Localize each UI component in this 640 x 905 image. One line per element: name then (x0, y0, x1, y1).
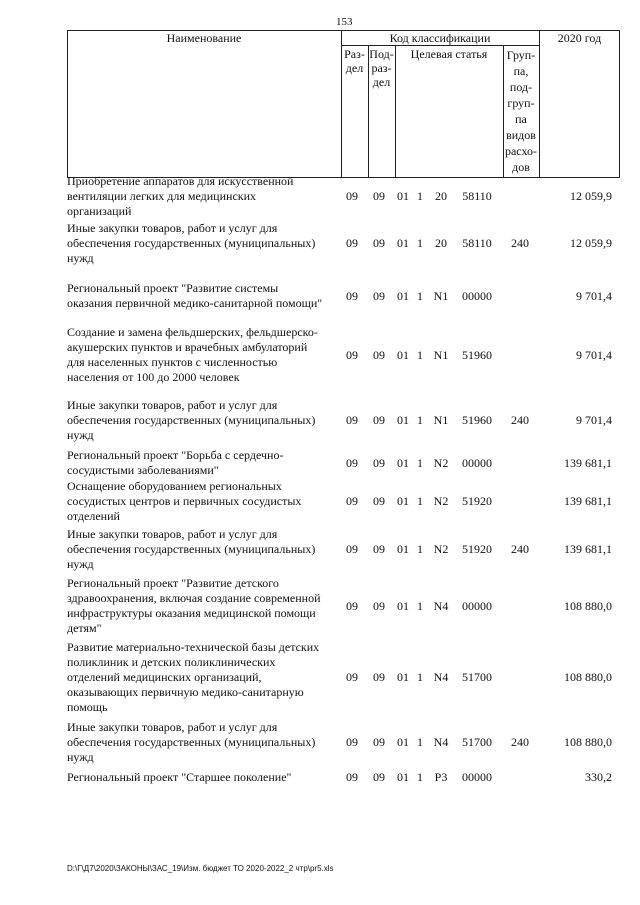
header-border-left (67, 30, 68, 178)
cell-name-line: населения от 100 до 2000 человек (67, 370, 240, 384)
cell-target-subprogram: 1 (417, 770, 423, 784)
cell-name-line: детям" (67, 621, 102, 635)
cell-name (67, 576, 344, 636)
cell-target-subprogram: 1 (417, 189, 423, 203)
cell-amount: 108 880,0 (564, 735, 612, 749)
cell-name-line: Приобретение аппаратов для искусственной (67, 174, 294, 188)
cell-name-line: Региональный проект "Борьба с сердечно- (67, 448, 284, 462)
cell-name-line: обеспечения государственных (муниципальных) (67, 735, 316, 749)
cell-target-program: 01 (397, 542, 409, 556)
cell-group: 240 (511, 413, 529, 427)
cell-subsection: 09 (373, 735, 385, 749)
cell-target-subprogram: 1 (417, 347, 423, 362)
cell-name-line: организаций (67, 204, 132, 218)
cell-name (67, 221, 344, 266)
table-row (67, 640, 620, 715)
cell-name (67, 174, 344, 219)
cell-target-code: 00000 (462, 770, 492, 784)
cell-amount: 9 701,4 (576, 288, 612, 303)
cell-section: 09 (346, 288, 358, 303)
table-row (67, 527, 620, 572)
cell-name-line: Иные закупки товаров, работ и услуг для (67, 398, 278, 412)
table-row (67, 281, 620, 311)
cell-amount: 139 681,1 (564, 542, 612, 556)
cell-target-program: 01 (397, 735, 409, 749)
cell-target-program: 01 (397, 288, 409, 303)
cell-amount: 108 880,0 (564, 598, 612, 613)
cell-name (67, 448, 344, 478)
cell-name-line: нужд (67, 428, 94, 442)
cell-target-program: 01 (397, 494, 409, 508)
cell-name-line: сосудистых центров и первичных сосудистых (67, 494, 302, 508)
cell-target-code: 51700 (462, 735, 492, 749)
cell-section: 09 (346, 598, 358, 613)
table-row (67, 770, 620, 785)
cell-target-program: 01 (397, 236, 409, 250)
cell-subsection: 09 (373, 770, 385, 784)
cell-name-line: для населенных пунктов с численностью (67, 355, 278, 369)
cell-target-direction: N1 (433, 288, 449, 303)
cell-name-line: помощь (67, 700, 108, 714)
cell-target-program: 01 (397, 413, 409, 427)
cell-name-line: Оснащение оборудованием региональных (67, 479, 282, 493)
cell-target-code: 51960 (462, 347, 492, 362)
table-row (67, 448, 620, 478)
cell-name-line: отделений (67, 509, 120, 523)
table-row (67, 479, 620, 524)
column-header-group-line: видов (506, 128, 536, 142)
cell-name-line: Иные закупки товаров, работ и услуг для (67, 527, 278, 541)
header-divider-year (539, 30, 540, 178)
cell-target-code: 58110 (462, 189, 492, 203)
cell-amount: 139 681,1 (564, 494, 612, 508)
cell-name-line: сосудистыми заболеваниями" (67, 463, 219, 477)
cell-target-program: 01 (397, 455, 409, 470)
table-row (67, 576, 620, 636)
column-header-section-line: Раз- (344, 47, 365, 61)
cell-target-code: 51700 (462, 670, 492, 684)
cell-name (67, 398, 344, 443)
cell-target-code: 51960 (462, 413, 492, 427)
cell-subsection: 09 (373, 670, 385, 684)
column-header-group-line: под- (509, 80, 533, 94)
footer-file-path: D:\Г\Д7\2020\ЗАКОНЫ\ЗАС_19\Изм. бюджет ТО 2020-2022_2 чтр\pr5.xls (67, 864, 334, 873)
cell-target-program: 01 (397, 347, 409, 362)
cell-target-code: 51920 (462, 494, 492, 508)
column-header-group-line: па, (513, 64, 529, 78)
cell-target-program: 01 (397, 189, 409, 203)
cell-name-line: оказания первичной медико-санитарной помощи" (67, 296, 323, 310)
cell-name-line: оказывающих первичную медико-санитарную (67, 685, 304, 699)
cell-target-subprogram: 1 (417, 413, 423, 427)
header-divider-code (341, 45, 539, 46)
cell-name (67, 325, 344, 385)
cell-section: 09 (346, 413, 358, 427)
cell-target-direction: 20 (435, 236, 447, 250)
cell-subsection: 09 (373, 189, 385, 203)
cell-target-code: 00000 (462, 288, 492, 303)
column-header-section-line: дел (345, 61, 364, 75)
column-header-name: Наименование (166, 31, 242, 45)
cell-section: 09 (346, 735, 358, 749)
cell-group: 240 (511, 542, 529, 556)
column-header-subsection (368, 47, 395, 89)
cell-subsection: 09 (373, 455, 385, 470)
column-header-group-line: Груп- (506, 48, 536, 62)
cell-name-line: здравоохранения, включая создание современной (67, 591, 321, 605)
column-header-target: Целевая статья (410, 47, 488, 61)
cell-target-direction: N4 (433, 598, 449, 613)
header-divider-subsection (395, 45, 396, 178)
cell-target-direction: N4 (433, 670, 449, 684)
cell-name-line: отделений медицинских организаций, (67, 670, 262, 684)
cell-group: 240 (511, 735, 529, 749)
cell-target-program: 01 (397, 670, 409, 684)
cell-subsection: 09 (373, 598, 385, 613)
cell-name-line: Иные закупки товаров, работ и услуг для (67, 221, 278, 235)
column-header-section (341, 47, 368, 75)
cell-name (67, 770, 344, 785)
cell-name-line: нужд (67, 750, 94, 764)
cell-amount: 330,2 (585, 770, 612, 784)
cell-target-code: 00000 (462, 455, 492, 470)
cell-amount: 9 701,4 (576, 347, 612, 362)
cell-section: 09 (346, 455, 358, 470)
cell-subsection: 09 (373, 347, 385, 362)
cell-target-direction: N1 (433, 347, 449, 362)
cell-section: 09 (346, 189, 358, 203)
cell-name-line: нужд (67, 557, 94, 571)
cell-amount: 12 059,9 (570, 189, 612, 203)
cell-section: 09 (346, 494, 358, 508)
cell-name (67, 640, 344, 715)
cell-name-line: Иные закупки товаров, работ и услуг для (67, 720, 278, 734)
column-header-group-line: дов (512, 160, 530, 174)
cell-target-subprogram: 1 (417, 542, 423, 556)
column-header-code: Код классификации (389, 31, 491, 45)
cell-target-subprogram: 1 (417, 735, 423, 749)
cell-name (67, 281, 344, 311)
cell-target-direction: N2 (433, 542, 449, 556)
cell-target-subprogram: 1 (417, 494, 423, 508)
cell-subsection: 09 (373, 542, 385, 556)
cell-name-line: обеспечения государственных (муниципальных) (67, 236, 316, 250)
column-header-group-line: расхо- (504, 144, 538, 158)
cell-subsection: 09 (373, 236, 385, 250)
column-header-subsection-line: раз- (371, 61, 392, 75)
cell-section: 09 (346, 670, 358, 684)
column-header-subsection-line: Под- (369, 47, 394, 61)
cell-name-line: обеспечения государственных (муниципальных) (67, 542, 316, 556)
cell-target-subprogram: 1 (417, 670, 423, 684)
cell-target-subprogram: 1 (417, 288, 423, 303)
cell-section: 09 (346, 770, 358, 784)
column-header-subsection-line: дел (372, 75, 391, 89)
cell-target-direction: 20 (435, 189, 447, 203)
table-row (67, 221, 620, 266)
cell-name-line: Создание и замена фельдшерских, фельдшерско- (67, 325, 318, 339)
cell-name (67, 479, 344, 524)
cell-name-line: акушерских пунктов и врачебных амбулаторий (67, 340, 308, 354)
cell-section: 09 (346, 542, 358, 556)
cell-target-program: 01 (397, 598, 409, 613)
cell-target-subprogram: 1 (417, 598, 423, 613)
cell-name-line: вентиляции легких для медицинских (67, 189, 257, 203)
column-header-group (503, 47, 539, 175)
table-row (67, 398, 620, 443)
cell-subsection: 09 (373, 413, 385, 427)
cell-target-code: 58110 (462, 236, 492, 250)
cell-name-line: нужд (67, 251, 94, 265)
cell-target-subprogram: 1 (417, 236, 423, 250)
cell-name-line: Региональный проект "Развитие детского (67, 576, 279, 590)
table-row (67, 720, 620, 765)
cell-amount: 139 681,1 (564, 455, 612, 470)
cell-target-direction: P3 (434, 770, 448, 784)
page-number: 153 (336, 16, 353, 28)
cell-target-program: 01 (397, 770, 409, 784)
column-header-year: 2020 год (557, 31, 602, 45)
cell-subsection: 09 (373, 288, 385, 303)
cell-name-line: поликлиник и детских поликлинических (67, 655, 276, 669)
table-row (67, 325, 620, 385)
cell-target-direction: N1 (433, 413, 449, 427)
column-header-group-line: па (515, 112, 527, 126)
cell-section: 09 (346, 347, 358, 362)
cell-subsection: 09 (373, 494, 385, 508)
cell-name-line: Региональный проект "Развитие системы (67, 281, 279, 295)
cell-name-line: Региональный проект "Старшее поколение" (67, 770, 292, 784)
cell-group: 240 (511, 236, 529, 250)
cell-target-direction: N2 (433, 494, 449, 508)
cell-target-subprogram: 1 (417, 455, 423, 470)
cell-name-line: Развитие материально-технической базы детских (67, 640, 320, 654)
cell-target-code: 51920 (462, 542, 492, 556)
header-border-right (619, 30, 620, 178)
cell-target-code: 00000 (462, 598, 492, 613)
cell-amount: 12 059,9 (570, 236, 612, 250)
cell-name (67, 720, 344, 765)
cell-amount: 9 701,4 (576, 413, 612, 427)
table-row (67, 174, 620, 219)
cell-target-direction: N4 (433, 735, 449, 749)
cell-name-line: обеспечения государственных (муниципальных) (67, 413, 316, 427)
cell-section: 09 (346, 236, 358, 250)
table-header (67, 30, 620, 178)
cell-amount: 108 880,0 (564, 670, 612, 684)
cell-target-direction: N2 (433, 455, 449, 470)
cell-name (67, 527, 344, 572)
cell-name-line: инфраструктуры оказания медицинской помощи (67, 606, 316, 620)
column-header-group-line: груп- (507, 96, 535, 110)
